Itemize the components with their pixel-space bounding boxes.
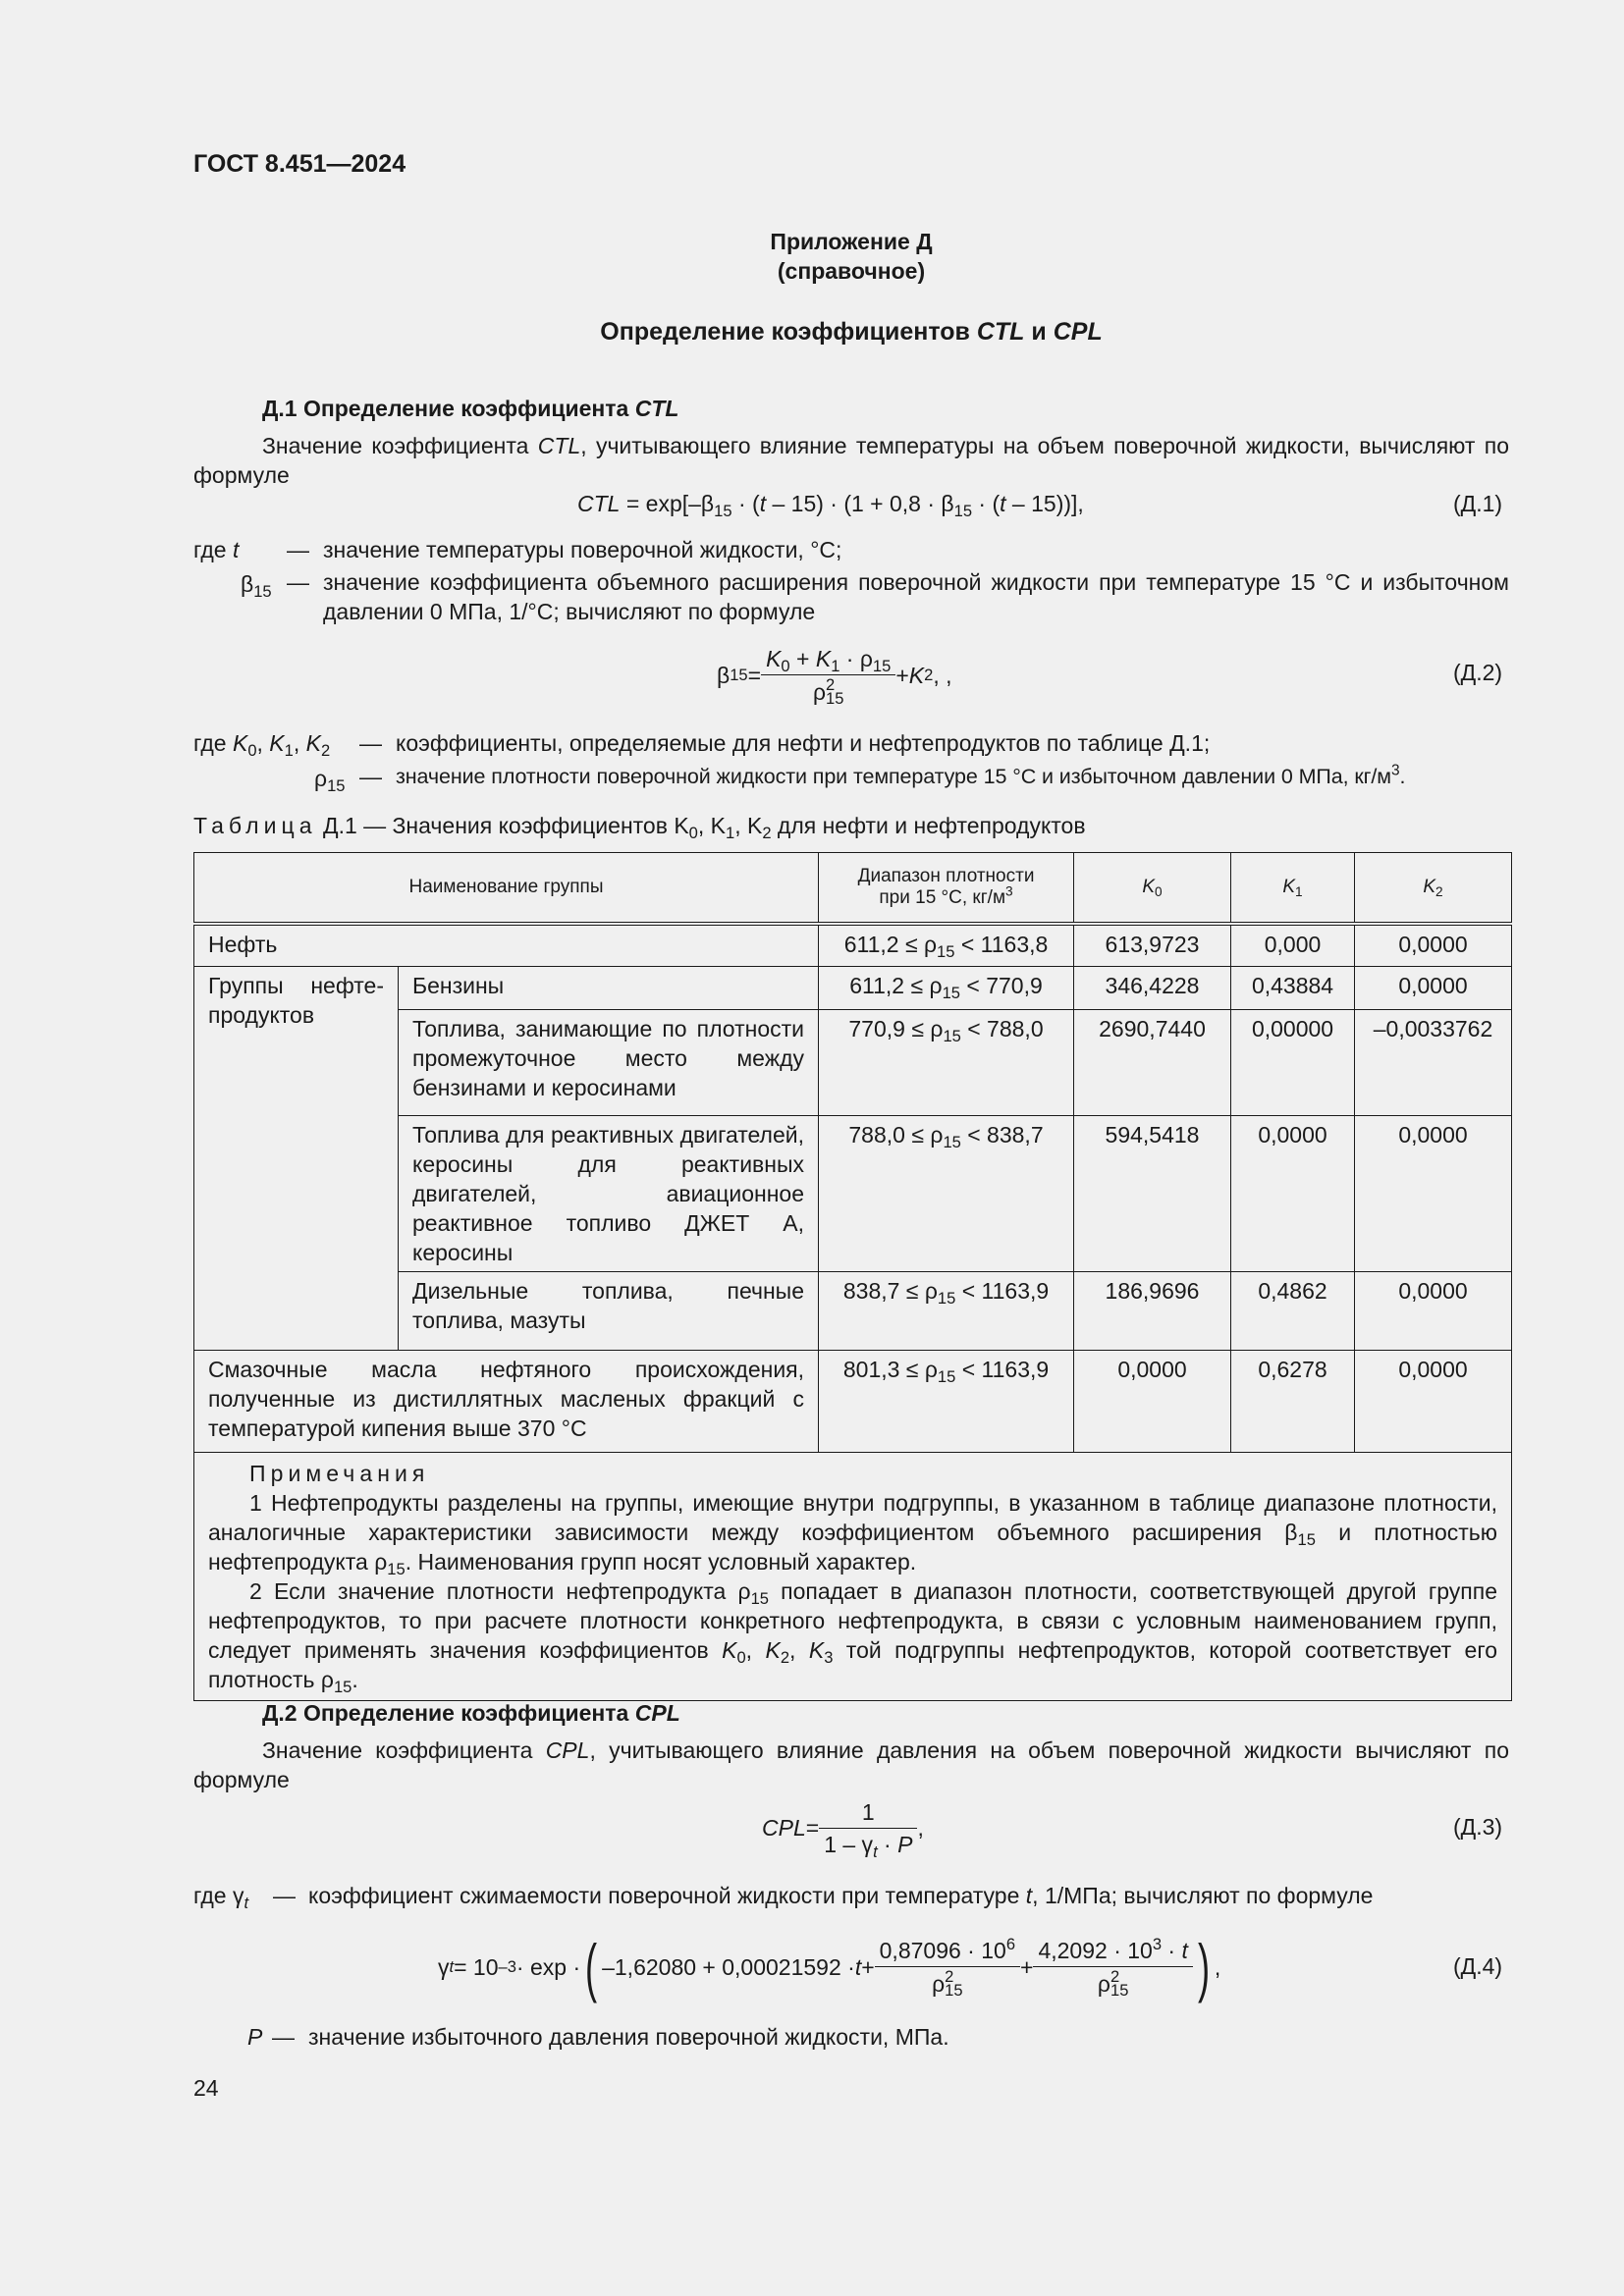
row-k0: 613,9723 [1074,924,1231,967]
row-k0: 594,5418 [1074,1116,1231,1272]
table-row [194,967,1512,1010]
table-header-row [194,853,1512,924]
where-t-text: значение температуры поверочной жидкости, °С; [323,537,842,562]
row-range: $838,7 \le \rho_{15} < 1163,9$ [819,1272,1074,1351]
coefficients-table [193,852,1512,1701]
row-k1: 0,000 [1231,924,1355,967]
row-range: $801,3 \le \rho_{15} < 1163,9$ [819,1351,1074,1453]
row-k1: 0,43884 [1231,967,1355,1010]
where-t-dash: — [287,537,309,562]
formula-d4: γ t = 10 –3 · exp · ( –1,62080 + 0,00021592 · t + $0,87096 \cdot 10^6$ ρ 2 15 + $4,2092 \cdot 10^3 \cdot t$ ρ 2 15 ) , [438,1931,1221,2003]
row-k2: 0,0000 [1355,1116,1512,1272]
formula-d1: CTL = $\exp[-\beta_{15} \cdot (t - 15) \cdot (1 + 0,8 \cdot \beta_{15} \cdot (t - 15))]$, [577,491,1084,520]
note-2: 2 Если значение плотности нефтепродукта $\rho_{15}$ попадает в диапазон плотности, соответствующей другой группе нефтепродуктов, то при расчете плотности конкретного нефтепродукта, в связи с условным наименованием групп, следует применять значения коэффициентов $K_0$, $K_2$, $K_3$ той подгруппы нефтепродуктов, которой соответствует его плотность $\rho_{15}$. [208,1578,1498,1696]
formula-d4-number: (Д.4) [1453,1953,1503,1979]
where-beta-label: $\beta_{15}$ [241,571,272,601]
row-range: $611,2 \le \rho_{15} < 1163,8$ [819,924,1074,967]
formula-d2: β 15 = $K_0 + K_1 \cdot \rho_{15}$ ρ 2 15 + K 2 , , [717,646,952,708]
table-row [194,924,1512,967]
row-k2: 0,0000 [1355,924,1512,967]
row-k2: 0,0000 [1355,1272,1512,1351]
row-name: Топлива, занимающие по плотности промежуточное место между бензинами и керосинами [399,1010,819,1116]
row-k1: 0,0000 [1231,1116,1355,1272]
row-name: Бензины [399,967,819,1010]
row-k0: 186,9696 [1074,1272,1231,1351]
where-p-label: P [247,2024,263,2050]
section-d2-heading: Д.2 Определение коэффициента CPL [262,1700,680,1726]
where-rho-dash: — [359,764,382,789]
row-k2: 0,0000 [1355,1351,1512,1453]
formula-d4-fraction-2: $4,2092 \cdot 10^3 \cdot t$ ρ 2 15 [1033,1937,1192,1998]
row-k0: 2690,7440 [1074,1010,1231,1116]
right-paren: ) [1197,1931,1210,2003]
row-k0: 0,0000 [1074,1351,1231,1453]
row-k1: 0,00000 [1231,1010,1355,1116]
where-p-text: значение избыточного давления поверочной жидкости, МПа. [308,2024,949,2050]
row-range: $770,9 \le \rho_{15} < 788,0$ [819,1010,1074,1116]
where-k-text: коэффициенты, определяемые для нефти и нефтепродуктов по таблице Д.1; [396,730,1211,756]
row-k2: –0,0033762 [1355,1010,1512,1116]
row-name: Смазочные масла нефтяного происхождения, полученные из дистиллятных масленых фракций с температурой кипения выше 370 °С [194,1351,819,1453]
section-d1-heading: Д.1 Определение коэффициента CTL [262,396,679,421]
header-k1: $K_1$ [1231,853,1355,924]
note-1: 1 Нефтепродукты разделены на группы, имеющие внутри подгруппы, в указанном в таблице диапазоне плотности, аналогичные характеристики зависимости между коэффициентом объемного расширения $\beta_{15}$ и плотностью нефтепродукта $\rho_{15}$. Наименования групп носят условный характер. [208,1490,1498,1578]
section-d2-paragraph: Значение коэффициента CPL, учитывающего влияние давления на объем поверочной жидкости вычисляют по формуле [193,1737,1509,1792]
where-k-label: где $K_0$, $K_1$, $K_2$ [193,730,331,760]
where-t-label: где t [193,537,240,562]
formula-d2-number: (Д.2) [1453,660,1503,685]
row-k1: 0,4862 [1231,1272,1355,1351]
row-name: Нефть [194,924,819,967]
appendix-title: Приложение Д [770,229,933,254]
formula-d1-number: (Д.1) [1453,491,1503,516]
where-gamma-dash: — [273,1883,296,1908]
formula-d3: CPL = $\frac{1}{1 - \gamma_t \cdot P}$ , [762,1799,924,1861]
row-range: $611,2 \le \rho_{15} < 770,9$ [819,967,1074,1010]
table-notes [194,1453,1512,1701]
header-group: Наименование группы [194,853,819,924]
where-rho-label: $\rho_{15}$ [314,766,346,795]
table-caption: Таблица Д.1 — Значения коэффициентов $K_0$, $K_1$, $K_2$ для нефти и нефтепродуктов [193,813,1086,842]
where-beta-dash: — [287,569,309,595]
row-name: Дизельные топлива, печные топлива, мазуты [399,1272,819,1351]
row-k1: 0,6278 [1231,1351,1355,1453]
page-number: 24 [193,2075,219,2101]
formula-d3-number: (Д.3) [1453,1814,1503,1840]
appendix-heading: Определение коэффициентов CTL и CPL [600,318,1103,346]
left-paren: ( [585,1931,598,2003]
header-k0: $K_0$ [1074,853,1231,924]
where-gamma-text: коэффициент сжимаемости поверочной жидкости при температуре t, 1/МПа; вычисляют по формуле [308,1883,1374,1908]
row-range: $788,0 \le \rho_{15} < 838,7$ [819,1116,1074,1272]
formula-d4-fraction-1: $0,87096 \cdot 10^6$ ρ 2 15 [875,1937,1020,1998]
table-notes-row [194,1453,1512,1701]
notes-title: Примечания [249,1461,430,1486]
section-d1-paragraph: Значение коэффициента CTL, учитывающего влияние температуры на объем поверочной жидкости, вычисляют по формуле [193,433,1509,488]
row-group: Группы нефте-продуктов [194,967,399,1351]
row-name: Топлива для реактивных двигателей, керосины для реактивных двигателей, авиационное реактивное топливо ДЖЕТ А, керосины [399,1116,819,1272]
where-p-dash: — [272,2024,295,2050]
appendix-subtitle: (справочное) [777,258,926,284]
where-gamma-label: где $\gamma_t$ [193,1883,249,1912]
header-k2: $K_2$ [1355,853,1512,924]
row-k2: 0,0000 [1355,967,1512,1010]
table-row [194,1351,1512,1453]
where-beta-text: значение коэффициента объемного расширения поверочной жидкости при температуре 15 °С и избыточном давлении 0 МПа, 1/°С; вычисляют по формуле [323,569,1509,624]
formula-d2-fraction: $K_0 + K_1 \cdot \rho_{15}$ ρ 2 15 [761,645,895,706]
document-code: ГОСТ 8.451—2024 [193,150,406,178]
where-rho-text: значение плотности поверочной жидкости при температуре 15 °С и избыточном давлении 0 МПа, $кг/м^3$. [396,762,1406,788]
formula-d3-fraction: $\frac{1}{1 - \gamma_t \cdot P}$ [819,1798,917,1857]
header-range: Диапазон плотности при 15 °С, $кг/м^3$ [819,853,1074,924]
where-k-dash: — [359,730,382,756]
row-k0: 346,4228 [1074,967,1231,1010]
